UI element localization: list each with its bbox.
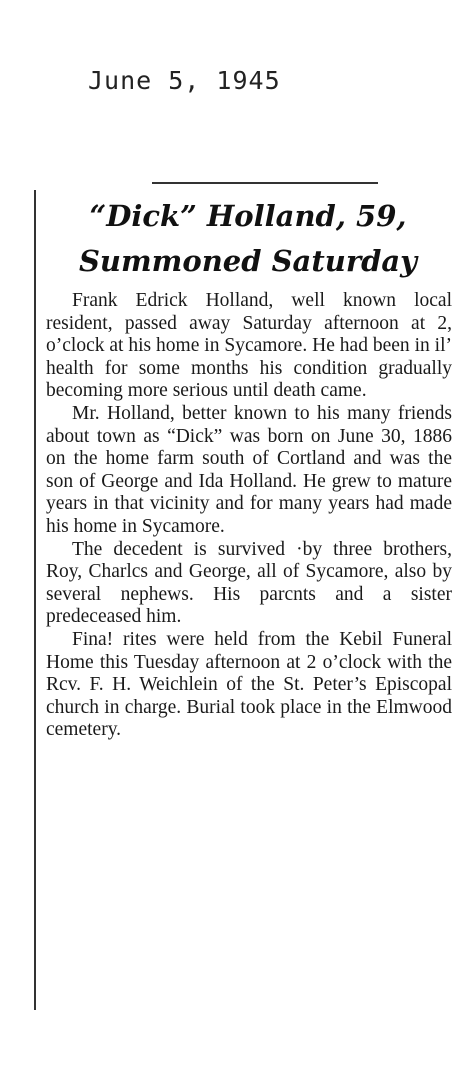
paragraph-death-notice: Frank Edrick Holland, well known local resident, passed away Saturday afternoon at 2, o’clock at his home in Sycamore. He had been in il’ health for some months his condition gradually becoming more serious until death came. (46, 290, 452, 402)
paragraph-survivors: The decedent is survived ·by three brothers, Roy, Charlcs and George, all of Sycamore, also by several nephews. His parcnts and a sister predeceased him. (46, 538, 452, 628)
paragraph-biography: Mr. Holland, better known to his many friends about town as “Dick” was born on June 30, 1886 on the home farm south of Cortland and was the son of George and Ida Holland. He grew to mature years in that vicinity and for many years had made his home in Sycamore. (46, 402, 452, 537)
article-body (46, 290, 452, 742)
paragraph-funeral-rites: Fina! rites were held from the Kebil Funeral Home this Tuesday afternoon at 2 o’clock with the Rcv. F. H. Weichlein of the St. Peter’s Episcopal church in charge. Burial took place in the Elmwood cemetery. (46, 628, 452, 741)
clipping-left-edge (34, 190, 36, 1010)
headline (42, 194, 454, 284)
dateline: June 5, 1945 (88, 66, 281, 95)
headline-line-1: “Dick” Holland, 59, (89, 199, 407, 233)
newspaper-clipping (34, 176, 458, 1016)
column-rule (152, 182, 378, 184)
headline-line-2: Summoned Saturday (78, 244, 418, 278)
